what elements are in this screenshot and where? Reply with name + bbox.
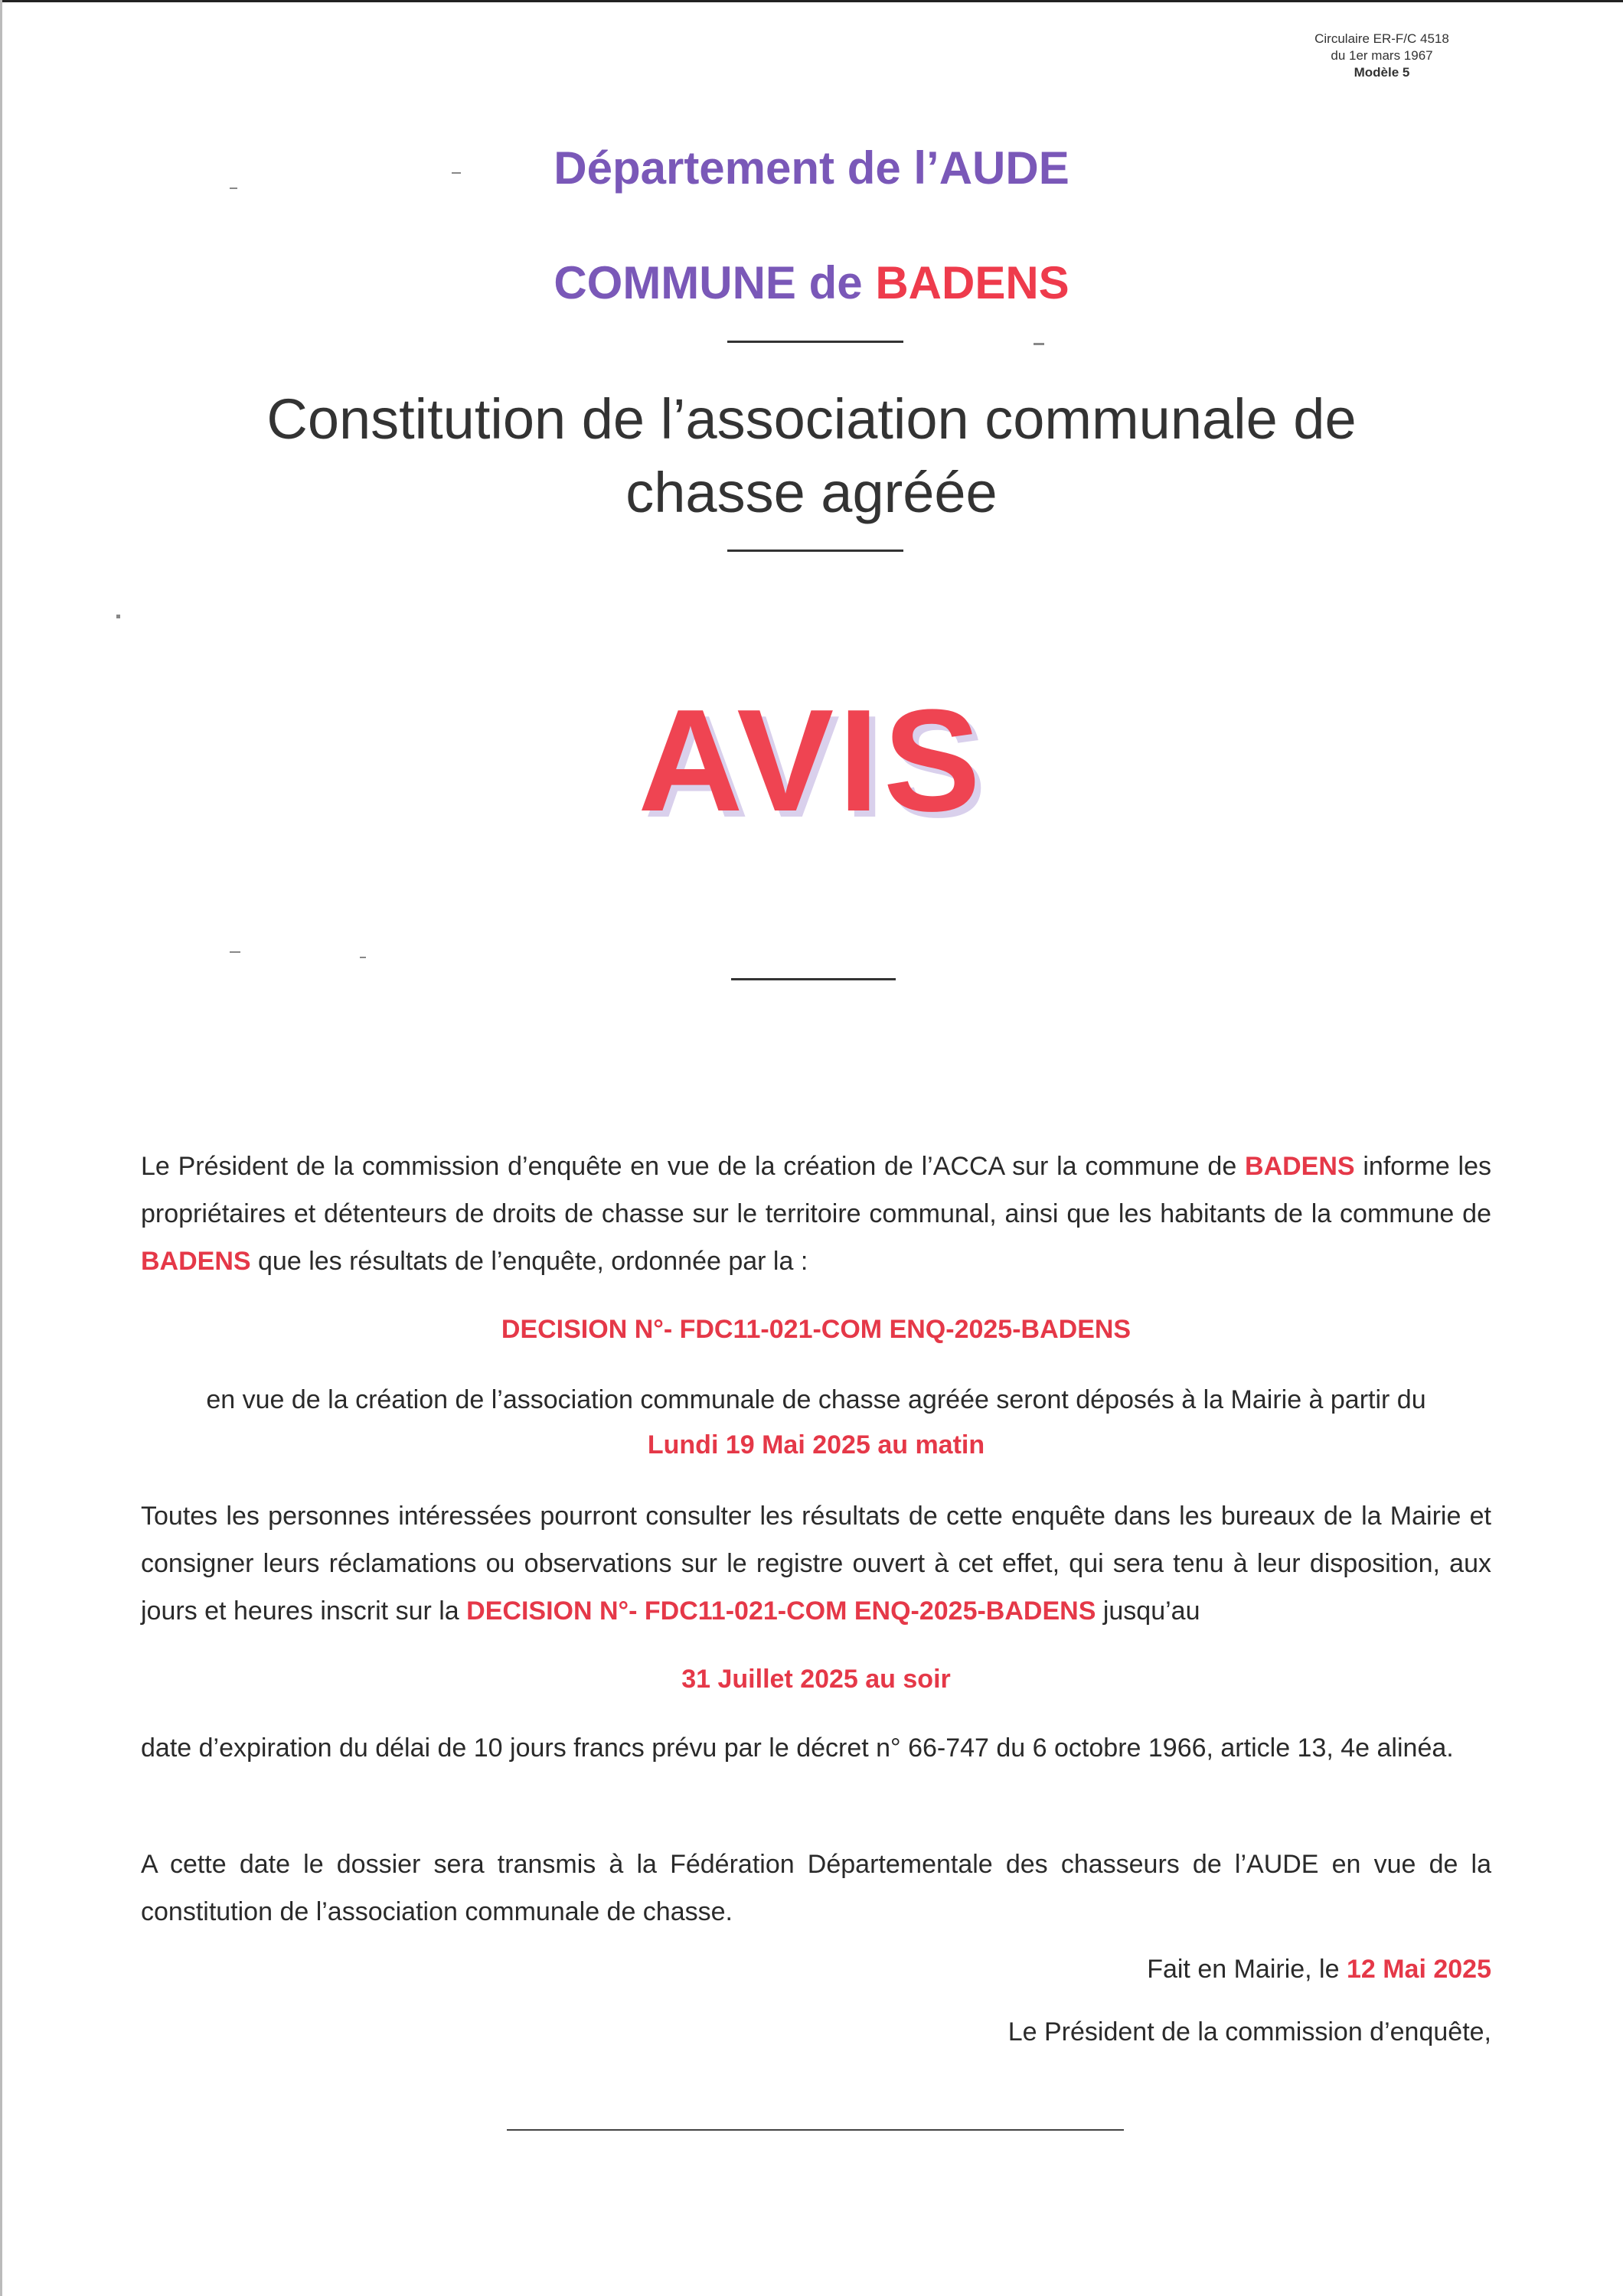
document-title (115, 383, 1508, 530)
commune-name-ref-2: BADENS (141, 1247, 251, 1276)
scan-speck (452, 172, 461, 174)
scan-speck (360, 957, 366, 958)
deposit-paragraph: en vue de la création de l’association communale de chasse agréée seront déposés à la Mairie à partir du (206, 1385, 1426, 1414)
intro-text-b: informe les propriétaires et détenteurs de droits de chasse sur le territoire communal, ainsi que les habitants de la commune de (141, 1152, 1491, 1228)
start-date: Lundi 19 Mai 2025 au matin (647, 1430, 985, 1459)
end-date: 31 Juillet 2025 au soir (681, 1665, 951, 1694)
commune-name: BADENS (875, 257, 1069, 308)
scan-speck (116, 615, 120, 618)
scan-edge-left (0, 0, 2, 2296)
commune-prefix: COMMUNE de (554, 257, 863, 308)
intro-text-a: Le Président de la commission d’enquête en vue de la création de l’ACCA sur la commune de (141, 1152, 1246, 1181)
intro-paragraph (141, 1143, 1491, 1285)
signing-date: 12 Mai 2025 (1346, 1955, 1491, 1984)
scan-speck (1034, 343, 1044, 345)
consultation-text-b: jusqu’au (1096, 1596, 1200, 1626)
commune-heading (0, 256, 1623, 309)
departement-heading: Département de l’AUDE (554, 142, 1069, 194)
signature-line (507, 2129, 1124, 2131)
signing-place-date (141, 1945, 1491, 1993)
transmission-paragraph: A cette date le dossier sera transmis à la Fédération Départementale des chasseurs de l’AUDE en vue de la constitution de l’association communale de chasse. (141, 1850, 1491, 1926)
scan-speck (230, 188, 237, 189)
divider-3 (731, 978, 896, 980)
expiry-paragraph: date d’expiration du délai de 10 jours francs prévu par le décret n° 66-747 du 6 octobre 1966, article 13, 4e alinéa. (141, 1733, 1454, 1763)
avis-heading: AVIS (638, 680, 985, 842)
decision-reference-inline: DECISION N°- FDC11-021-COM ENQ-2025-BADENS (466, 1596, 1096, 1626)
decision-reference: DECISION N°- FDC11-021-COM ENQ-2025-BADENS (501, 1315, 1132, 1344)
intro-text-c: que les résultats de l’enquête, ordonnée par la : (250, 1247, 808, 1276)
circular-reference (1286, 31, 1478, 81)
divider-2 (727, 550, 903, 552)
signatory: Le Président de la commission d’enquête, (1007, 2017, 1491, 2047)
title-line-2: chasse agréée (625, 461, 998, 524)
consultation-text-a: Toutes les personnes intéressées pourront consulter les résultats de cette enquête dans les bureaux de la Mairie et consigner leurs réclamations ou observations sur le registre ouvert à cet effet, qui sera tenu à leur disposition, aux jours et heures inscrit sur la (141, 1502, 1491, 1626)
model-line: Modèle 5 (1354, 65, 1410, 80)
divider-1 (727, 341, 903, 343)
consultation-paragraph (141, 1492, 1491, 1635)
commune-name-ref-1: BADENS (1245, 1152, 1355, 1181)
scan-edge-top (0, 0, 1623, 2)
title-line-1: Constitution de l’association communale de (266, 387, 1357, 451)
circular-ref-line: Circulaire ER-F/C 4518 (1314, 31, 1449, 46)
circular-date-line: du 1er mars 1967 (1331, 48, 1433, 63)
scan-speck (230, 951, 240, 953)
signing-place: Fait en Mairie, le (1147, 1955, 1347, 1984)
